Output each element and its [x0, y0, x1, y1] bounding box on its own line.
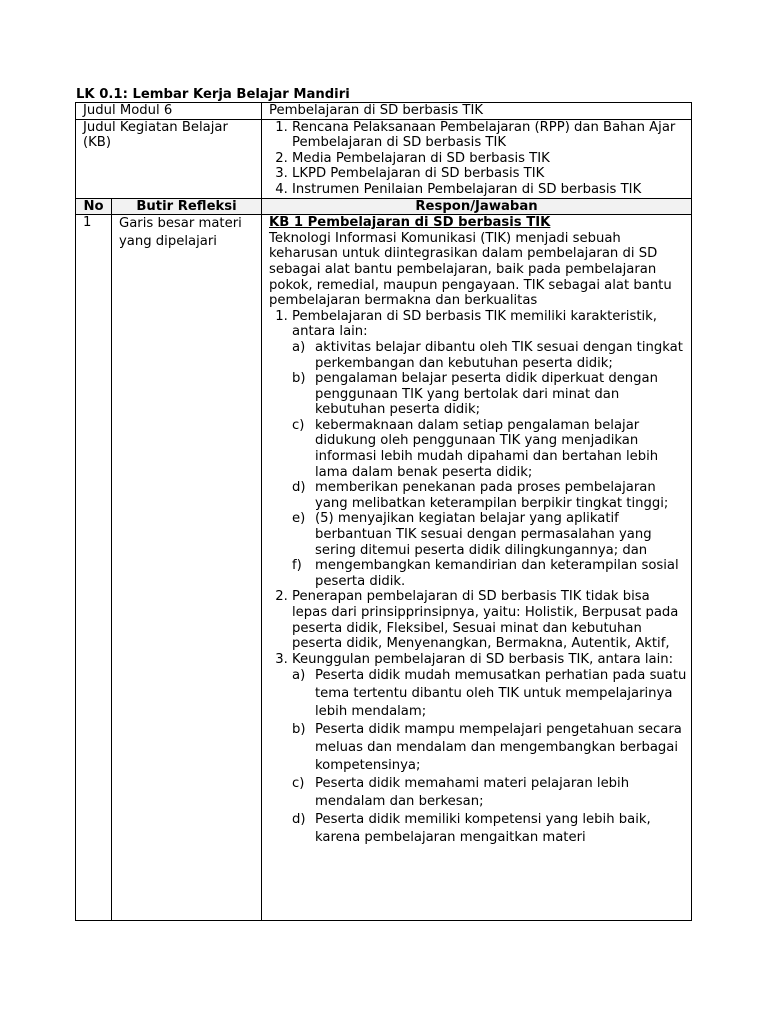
- list-item: [292, 480, 687, 511]
- list-item: [292, 811, 687, 847]
- activities-row: [76, 119, 692, 198]
- list-item: [292, 511, 687, 558]
- item-text: Peserta didik mudah memusatkan perhatian pada suatu tema tertentu dibantu oleh TIK untuk mempelajarinya lebih mendalam;: [315, 668, 687, 720]
- module-label: Judul Modul 6: [76, 103, 262, 120]
- item-text: kebermaknaan dalam setiap pengalaman belajar didukung oleh penggunaan TIK yang menjadikan informasi lebih mudah dipahami dan bertahan lebih lama dalam benak peserta didik;: [315, 417, 659, 480]
- item-text: (5) menyajikan kegiatan belajar yang aplikatif berbantuan TIK sesuai dengan permasalahan yang sering ditemui peserta didik dilingkungannya; dan: [315, 511, 652, 558]
- worksheet-title: LK 0.1: Lembar Kerja Belajar Mandiri: [76, 87, 350, 102]
- activity-item: 4. Instrumen Penilaian Pembelajaran di SD berbasis TIK: [292, 182, 687, 198]
- item-marker: f): [292, 558, 302, 574]
- point-text: Pembelajaran di SD berbasis TIK memiliki karakteristik, antara lain:: [292, 308, 657, 340]
- module-value: Pembelajaran di SD berbasis TIK: [262, 103, 692, 120]
- item-marker: e): [292, 511, 306, 527]
- worksheet-table: [75, 102, 692, 921]
- list-item: [292, 721, 687, 775]
- list-item: [292, 667, 687, 721]
- list-item: [292, 418, 687, 480]
- activity-item: 3. LKPD Pembelajaran di SD berbasis TIK: [292, 166, 687, 182]
- response-point: [292, 652, 687, 848]
- response-list: [269, 309, 687, 848]
- response-point: [292, 589, 687, 651]
- activities-list: [269, 120, 687, 198]
- header-respon: Respon/Jawaban: [262, 198, 692, 215]
- item-marker: a): [292, 339, 306, 355]
- activity-item: 1. Rencana Pelaksanaan Pembelajaran (RPP) dan Bahan Ajar Pembelajaran di SD berbasis TIK: [292, 120, 687, 151]
- item-marker: d): [292, 480, 306, 496]
- advantages-list: [292, 667, 687, 847]
- list-item: [292, 558, 687, 589]
- characteristics-list: [292, 340, 687, 590]
- intro-paragraph: Teknologi Informasi Komunikasi (TIK) menjadi sebuah keharusan untuk diintegrasikan dalam pembelajaran di SD sebagai alat bantu pembelajaran, baik pada pembelajaran pokok, remedial, maupun pengayaan. TIK sebagai alat bantu pembelajaran bermakna dan berkualitas: [269, 230, 672, 309]
- reflection-row: [76, 215, 692, 921]
- row-response: [262, 215, 692, 921]
- row-number: 1: [76, 215, 112, 921]
- item-marker: b): [292, 371, 306, 387]
- point-text: Keunggulan pembelajaran di SD berbasis TIK, antara lain:: [292, 651, 674, 667]
- list-item: [292, 340, 687, 371]
- item-marker: d): [292, 812, 306, 828]
- item-text: mengembangkan kemandirian dan keterampilan sosial peserta didik.: [315, 558, 679, 589]
- item-marker: c): [292, 776, 305, 792]
- list-item: [292, 371, 687, 418]
- response-point: [292, 309, 687, 590]
- item-text: Peserta didik memiliki kompetensi yang lebih baik, karena pembelajaran mengaitkan materi: [315, 812, 651, 846]
- header-butir: Butir Refleksi: [112, 198, 262, 215]
- item-text: pengalaman belajar peserta didik diperkuat dengan penggunaan TIK yang bertolak dari minat dan kebutuhan peserta didik;: [315, 371, 658, 418]
- item-text: Peserta didik mampu mempelajari pengetahuan secara meluas dan mendalam dan mengembangkan berbagai kompetensinya;: [315, 722, 682, 774]
- activities-cell: [262, 119, 692, 198]
- point-text: Penerapan pembelajaran di SD berbasis TIK tidak bisa lepas dari prinsipprinsipnya, yaitu: Holistik, Berpusat pada peserta didik, Fleksibel, Sesuai minat dan kebutuhan peserta didik, Menyenangkan, Bermakna, Autentik, Aktif,: [292, 589, 679, 652]
- module-row: [76, 103, 692, 120]
- header-no: No: [76, 198, 112, 215]
- item-text: Peserta didik memahami materi pelajaran lebih mendalam dan berkesan;: [315, 776, 630, 810]
- list-item: [292, 775, 687, 811]
- header-row: [76, 198, 692, 215]
- activities-label: Judul Kegiatan Belajar (KB): [76, 119, 262, 198]
- item-text: memberikan penekanan pada proses pembelajaran yang melibatkan keterampilan berpikir tingkat tinggi;: [315, 480, 669, 511]
- row-butir: Garis besar materi yang dipelajari: [112, 215, 262, 921]
- item-text: aktivitas belajar dibantu oleh TIK sesuai dengan tingkat perkembangan dan kebutuhan peserta didik;: [315, 339, 683, 371]
- item-marker: b): [292, 722, 306, 738]
- kb-heading: KB 1 Pembelajaran di SD berbasis TIK: [269, 215, 551, 231]
- activity-item: 2. Media Pembelajaran di SD berbasis TIK: [292, 151, 687, 167]
- item-marker: c): [292, 417, 305, 433]
- item-marker: a): [292, 668, 306, 684]
